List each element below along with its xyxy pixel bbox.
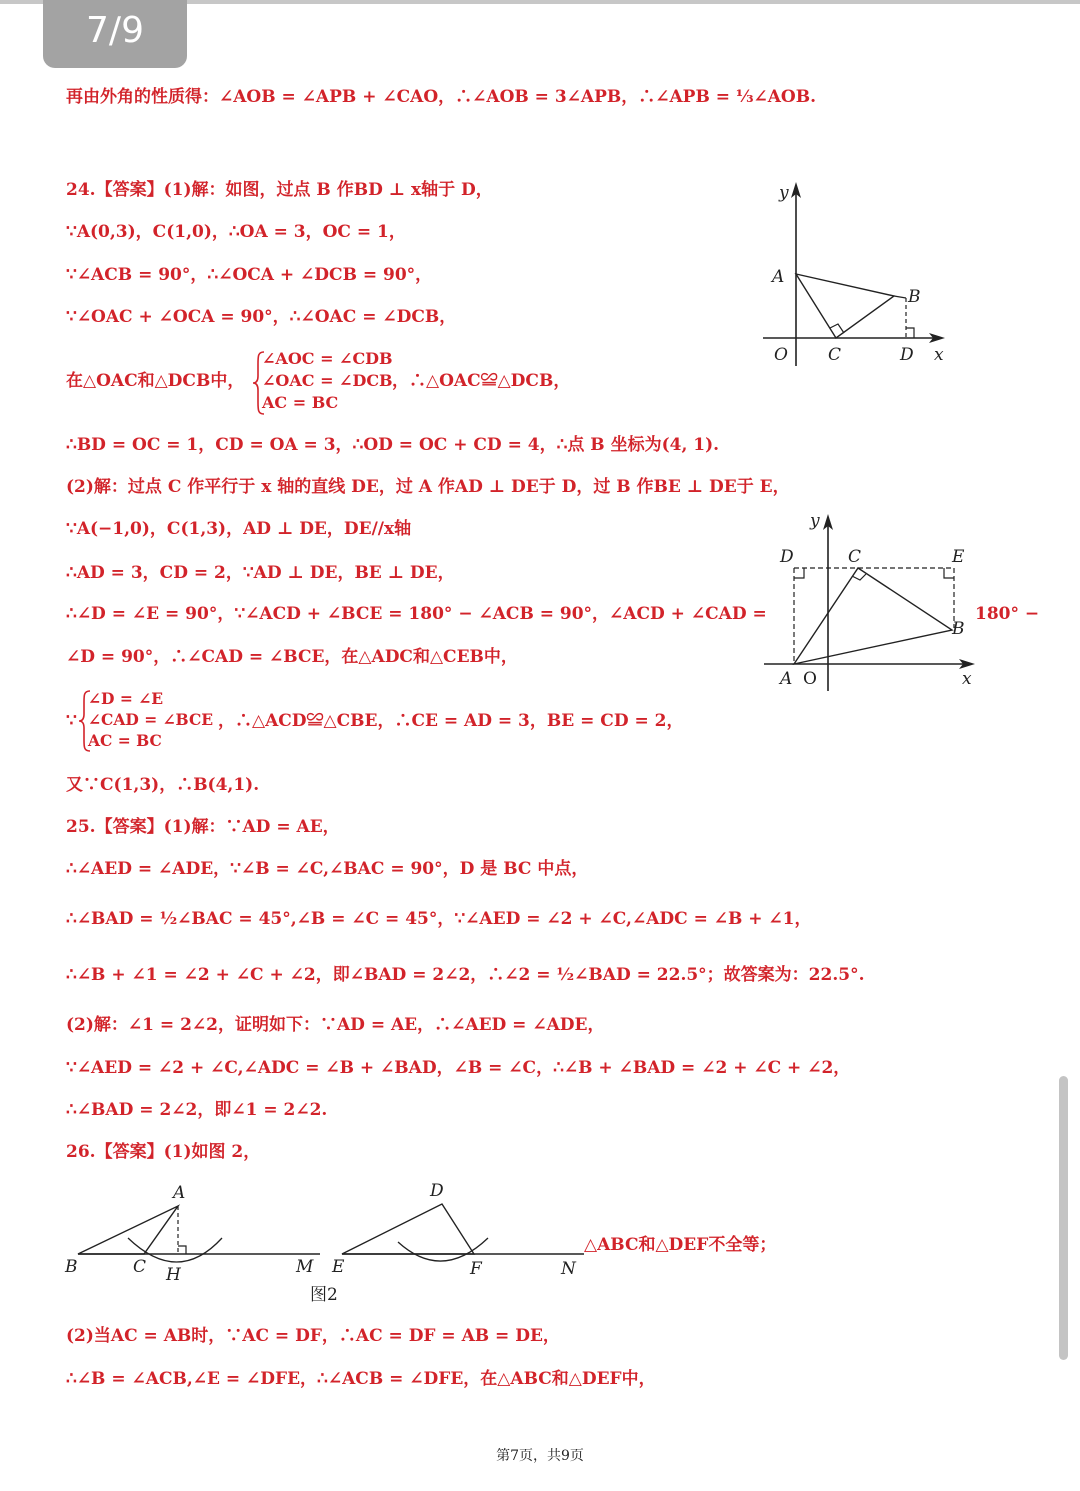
fig-label: C xyxy=(848,547,862,567)
text-line: ∴∠D = ∠E = 90°，∵∠ACD + ∠BCE = 180° − ∠ACB = 90°，∠ACD + ∠CAD = xyxy=(66,604,767,624)
fig-label: B xyxy=(952,619,965,639)
fig-label: x xyxy=(934,345,944,365)
figure-triangles xyxy=(60,1178,590,1308)
fig-label: D xyxy=(900,345,914,365)
text-line: ∴BD = OC = 1，CD = OA = 3，∴OD = OC + CD = 4，∴点 B 坐标为(4, 1). xyxy=(66,435,720,455)
text-line: 再由外角的性质得：∠AOB = ∠APB + ∠CAO，∴∠AOB = 3∠APB，∴∠APB = ⅓∠AOB. xyxy=(66,87,817,107)
fig-label: N xyxy=(561,1259,576,1279)
page-indicator: 7/9 xyxy=(43,0,187,68)
system-line: ∠OAC = ∠DCB xyxy=(262,371,393,390)
text-line: 24.【答案】(1)解：如图，过点 B 作BD ⊥ x轴于 D， xyxy=(66,180,493,200)
system-line: ∠AOC = ∠CDB xyxy=(262,349,393,368)
system-line: AC = BC xyxy=(88,731,162,750)
fig-label: O xyxy=(803,669,817,689)
text-line: ∴∠BAD = 2∠2，即∠1 = 2∠2. xyxy=(66,1100,328,1120)
text-line: ∠D = 90°，∴∠CAD = ∠BCE，在△ADC和△CEB中， xyxy=(66,647,518,667)
fig-label: C xyxy=(133,1257,147,1277)
system-line: ∠D = ∠E xyxy=(88,689,164,708)
text-line: (2)解：过点 C 作平行于 x 轴的直线 DE，过 A 作AD ⊥ DE于 D，过 B 作BE ⊥ DE于 E， xyxy=(66,477,790,497)
text-line: ∴∠B + ∠1 = ∠2 + ∠C + ∠2，即∠BAD = 2∠2，∴∠2 = ½∠BAD = 22.5°；故答案为：22.5°. xyxy=(66,965,865,985)
text-line: ∴∠B = ∠ACB,∠E = ∠DFE，∴∠ACB = ∠DFE，在△ABC和△DEF中， xyxy=(66,1369,656,1389)
fig-label: C xyxy=(828,345,842,365)
fig-label: B xyxy=(908,287,921,307)
text-line: ∵∠ACB = 90°，∴∠OCA + ∠DCB = 90°， xyxy=(66,265,433,285)
fig-label: D xyxy=(780,547,794,567)
text-line: 26.【答案】(1)如图 2， xyxy=(66,1142,261,1162)
fig-label: O xyxy=(774,345,788,365)
text-line: (2)解：∠1 = 2∠2，证明如下：∵AD = AE，∴∠AED = ∠ADE， xyxy=(66,1015,605,1035)
text-line: ∴AD = 3，CD = 2，∵AD ⊥ DE，BE ⊥ DE， xyxy=(66,563,455,583)
fig-label: D xyxy=(430,1181,444,1201)
text-line: 在△OAC和△DCB中， xyxy=(66,371,245,391)
system-line: AC = BC xyxy=(262,393,339,412)
fig-label: A xyxy=(780,669,793,689)
text-line: ，∴△OAC≌△DCB， xyxy=(392,371,571,391)
text-line: ∵A(0,3)，C(1,0)，∴OA = 3，OC = 1， xyxy=(66,222,406,242)
text-line: ∴∠AED = ∠ADE，∵∠B = ∠C,∠BAC = 90°，D 是 BC 中点， xyxy=(66,859,589,879)
fig-label: y xyxy=(779,183,789,203)
figure-caption: 图2 xyxy=(310,1285,338,1305)
fig-label: y xyxy=(810,511,820,531)
page-footer: 第7页，共9页 xyxy=(496,1448,584,1464)
text-line: △ABC和△DEF不全等； xyxy=(584,1235,777,1255)
fig-label: F xyxy=(470,1259,482,1279)
text-line: 25.【答案】(1)解：∵AD = AE， xyxy=(66,817,340,837)
fig-label: A xyxy=(772,267,785,287)
fig-label: M xyxy=(296,1257,314,1277)
text-line: ，∴△ACD≌△CBE，∴CE = AD = 3，BE = CD = 2， xyxy=(218,711,684,731)
text-line: 180° − xyxy=(975,604,1040,624)
figure-coordinate-1 xyxy=(758,178,958,368)
figure-coordinate-2 xyxy=(762,508,984,693)
text-line: ∵ xyxy=(66,711,77,731)
fig-label: E xyxy=(952,547,965,567)
fig-label: x xyxy=(962,669,972,689)
text-line: ∵∠OAC + ∠OCA = 90°，∴∠OAC = ∠DCB， xyxy=(66,307,457,327)
fig-label: B xyxy=(65,1257,78,1277)
text-line: ∴∠BAD = ½∠BAC = 45°,∠B = ∠C = 45°，∵∠AED = ∠2 + ∠C,∠ADC = ∠B + ∠1， xyxy=(66,909,812,929)
text-line: ∵A(−1,0)，C(1,3)，AD ⊥ DE，DE//x轴 xyxy=(66,519,412,539)
fig-label: H xyxy=(166,1265,181,1285)
system-line: ∠CAD = ∠BCE xyxy=(88,710,214,729)
scrollbar[interactable] xyxy=(1059,1076,1068,1360)
text-line: (2)当AC = AB时，∵AC = DF，∴AC = DF = AB = DE， xyxy=(66,1326,560,1346)
fig-label: A xyxy=(173,1183,186,1203)
text-line: 又∵C(1,3)，∴B(4,1). xyxy=(66,775,260,795)
text-line: ∵∠AED = ∠2 + ∠C,∠ADC = ∠B + ∠BAD，∠B = ∠C，∴∠B + ∠BAD = ∠2 + ∠C + ∠2， xyxy=(66,1058,851,1078)
fig-label: E xyxy=(332,1257,345,1277)
